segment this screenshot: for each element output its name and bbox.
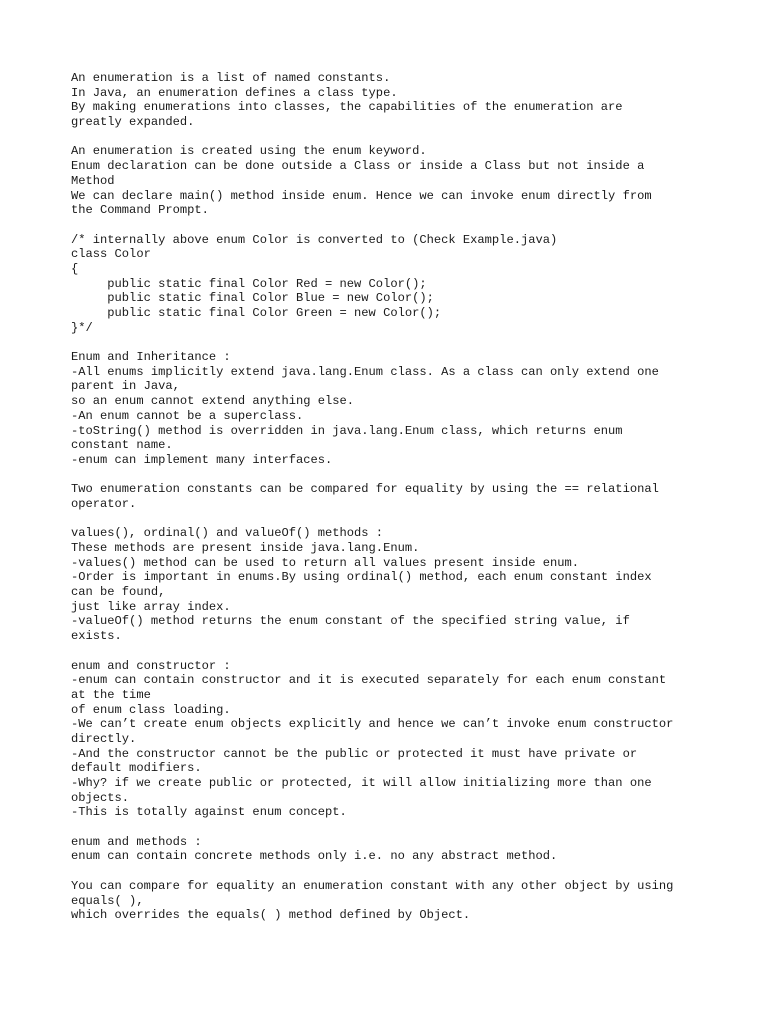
text-line: -enum can contain constructor and it is executed separately for each enum constant (71, 673, 667, 688)
text-line: public static final Color Red = new Color(); (71, 276, 427, 291)
text-line: -An enum cannot be a superclass. (71, 408, 304, 423)
paragraph (71, 835, 711, 864)
text-line: directly. (71, 731, 137, 746)
text-line: default modifiers. (71, 761, 202, 776)
text-line: /* internally above enum Color is converted to (Check Example.java) (71, 232, 558, 247)
text-line: public static final Color Blue = new Color(); (71, 291, 434, 306)
text-line: enum and constructor : (71, 658, 231, 673)
text-line: enum can contain concrete methods only i.e. no any abstract method. (71, 849, 558, 864)
text-line: -We can’t create enum objects explicitly and hence we can’t invoke enum constructor (71, 717, 674, 732)
text-line: Enum and Inheritance : (71, 350, 231, 365)
text-line: class Color (71, 247, 151, 262)
text-line: equals( ), (71, 893, 144, 908)
text-line: Enum declaration can be done outside a Class or inside a Class but not inside a (71, 159, 645, 174)
paragraph (71, 526, 711, 644)
text-line: Two enumeration constants can be compared for equality by using the == relational (71, 482, 659, 497)
text-line: These methods are present inside java.lang.Enum. (71, 541, 420, 555)
text-line: -This is totally against enum concept. (71, 805, 347, 820)
paragraph (71, 71, 711, 130)
text-line: enum and methods : (71, 834, 202, 849)
text-line: }*/ (71, 320, 93, 335)
text-line: -values() method can be used to return all values present inside enum. (71, 555, 580, 570)
paragraph (71, 879, 711, 923)
text-line: -toString() method is overridden in java.lang.Enum class, which returns enum (71, 423, 623, 438)
text-line: of enum class loading. (71, 702, 231, 717)
paragraph (71, 144, 711, 217)
text-line: An enumeration is a list of named constants. (71, 71, 391, 85)
text-line: -enum can implement many interfaces. (71, 452, 333, 467)
text-line: An enumeration is created using the enum keyword. (71, 144, 427, 159)
text-line: constant name. (71, 438, 173, 453)
paragraph (71, 659, 711, 821)
text-line: the Command Prompt. (71, 203, 209, 218)
text-line: greatly expanded. (71, 115, 195, 130)
text-line: -All enums implicitly extend java.lang.Enum class. As a class can only extend one (71, 364, 659, 379)
text-line: at the time (71, 687, 151, 702)
text-line: -Why? if we create public or protected, it will allow initializing more than one (71, 776, 652, 790)
text-line: We can declare main() method inside enum. Hence we can invoke enum directly from (71, 188, 652, 203)
paragraph (71, 482, 711, 511)
text-line: -valueOf() method returns the enum constant of the specified string value, if (71, 614, 630, 629)
text-line: -And the constructor cannot be the public or protected it must have private or (71, 746, 638, 761)
text-line: In Java, an enumeration defines a class type. (71, 85, 398, 100)
text-line: just like array index. (71, 599, 231, 614)
text-line: can be found, (71, 585, 166, 600)
text-line: so an enum cannot extend anything else. (71, 394, 355, 409)
document-page (71, 71, 711, 938)
text-line: public static final Color Green = new Color(); (71, 306, 442, 320)
text-line: parent in Java, (71, 379, 180, 394)
text-line: operator. (71, 496, 137, 511)
text-line: By making enumerations into classes, the capabilities of the enumeration are (71, 100, 623, 115)
text-line: { (71, 261, 79, 276)
text-line: which overrides the equals( ) method defined by Object. (71, 908, 471, 923)
text-line: Method (71, 173, 115, 188)
text-line: objects. (71, 790, 130, 805)
text-line: You can compare for equality an enumeration constant with any other object by using (71, 878, 674, 893)
text-line: -Order is important in enums.By using ordinal() method, each enum constant index (71, 570, 652, 585)
text-line: values(), ordinal() and valueOf() methods : (71, 526, 384, 541)
paragraph (71, 350, 711, 468)
paragraph (71, 233, 711, 336)
text-line: exists. (71, 629, 122, 644)
